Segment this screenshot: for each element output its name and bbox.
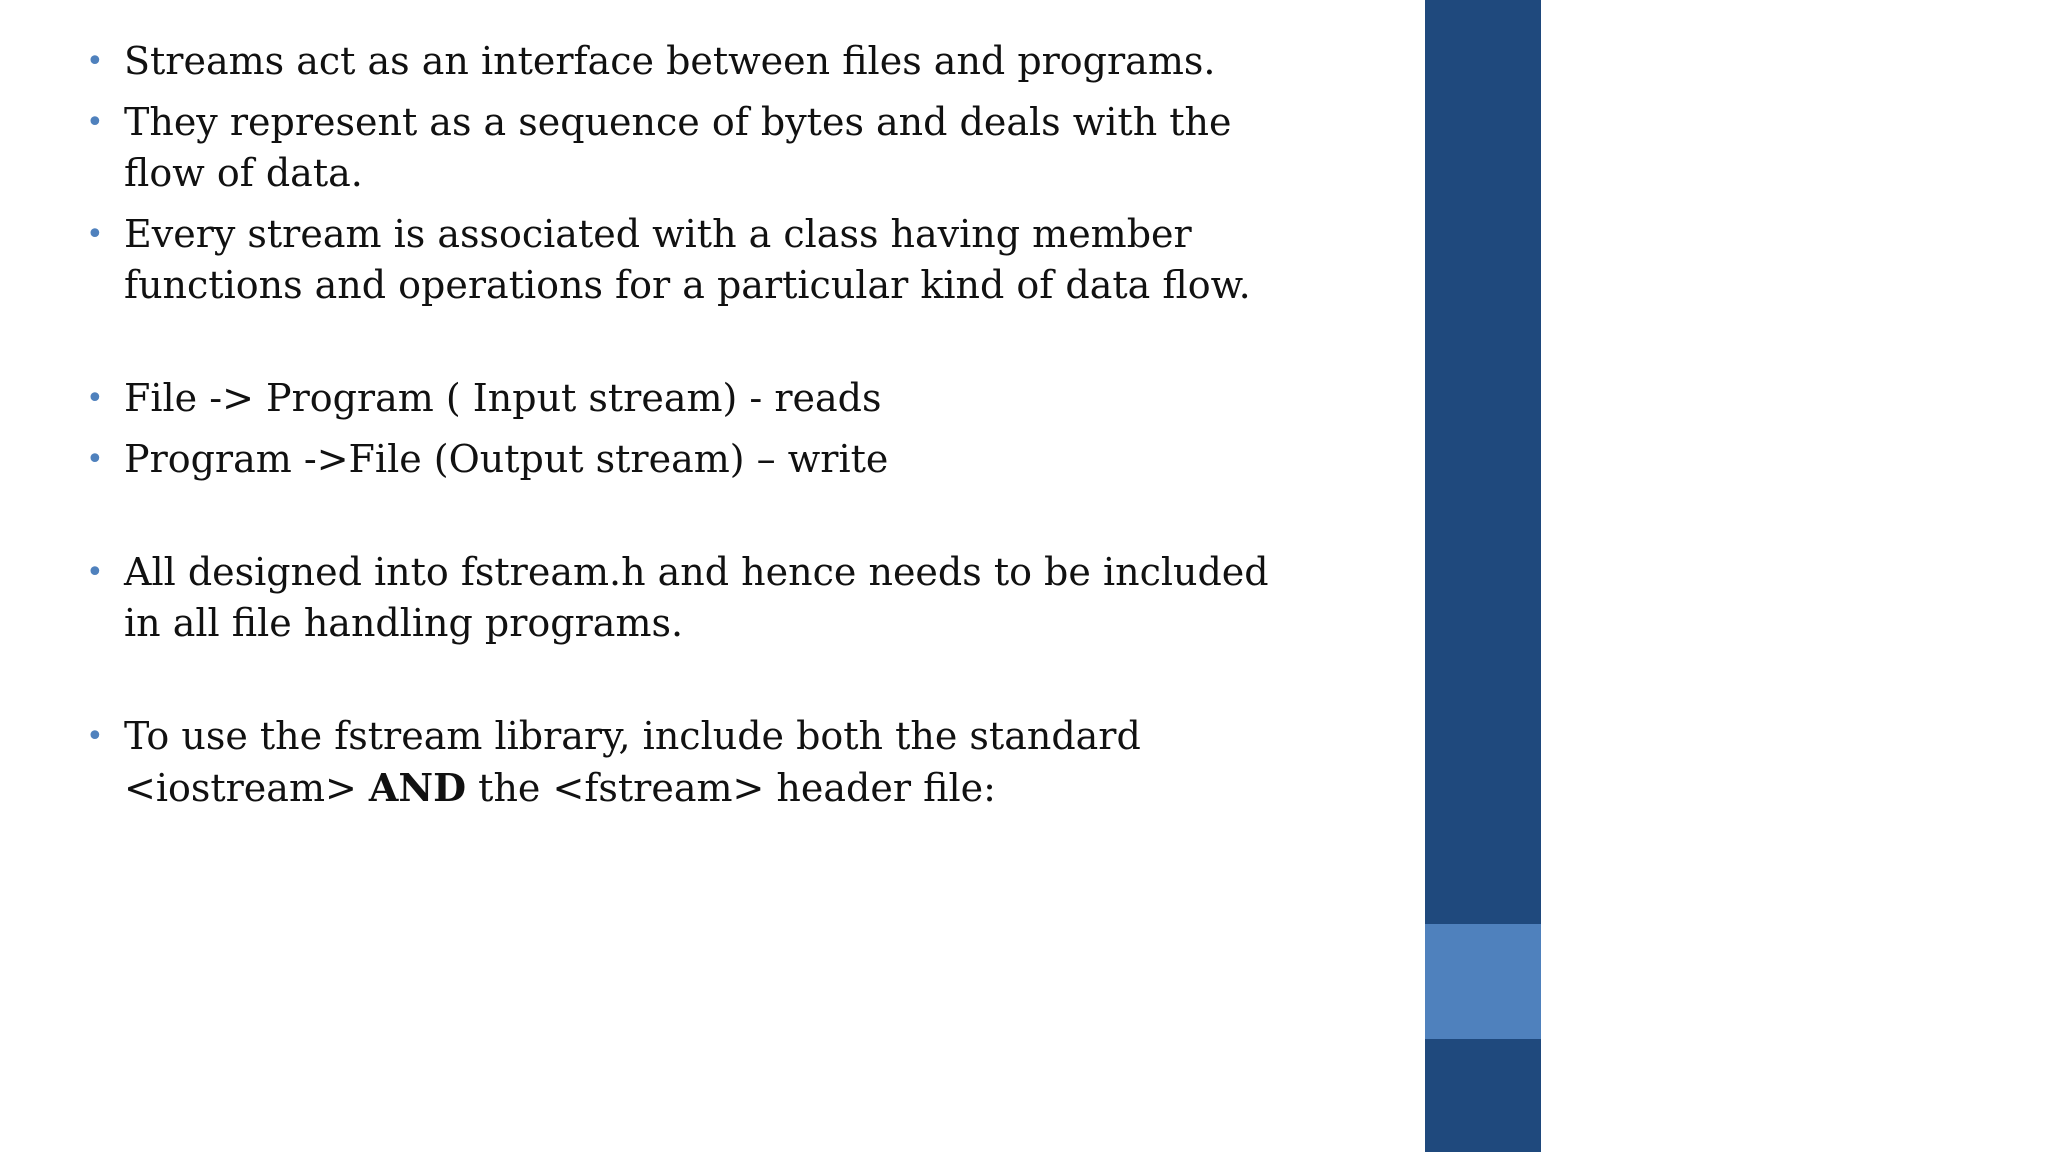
bullet-item-4 <box>84 373 1314 424</box>
bullet-dot: • <box>86 555 104 590</box>
bullet-item-2 <box>84 97 1314 199</box>
bullet-text: They represent as a sequence of bytes and deals with the flow of data. <box>124 100 1232 195</box>
accent-bar-top <box>1425 0 1541 924</box>
bullet-item-1 <box>84 36 1314 87</box>
bullet-dot: • <box>86 442 104 477</box>
bullet-item-7 <box>84 711 1314 814</box>
bullet-bold-text: AND <box>368 765 467 810</box>
bullet-text: All designed into fstream.h and hence needs to be included in all file handling programs. <box>124 550 1269 645</box>
bullet-list <box>84 36 1314 824</box>
bullet-item-6 <box>84 547 1314 649</box>
bullet-text: Every stream is associated with a class having member functions and operations for a particular kind of data flow. <box>124 212 1251 307</box>
bullet-text-after: the <fstream> header file: <box>466 766 996 810</box>
bullet-text: File -> Program ( Input stream) - reads <box>124 376 882 420</box>
bullet-text: Streams act as an interface between files and programs. <box>124 39 1216 83</box>
bullet-text: To use the fstream library, include both the standard <iostream> <box>124 714 1141 810</box>
bullet-text: Program ->File (Output stream) – write <box>124 437 889 481</box>
accent-bar-middle <box>1425 924 1541 1039</box>
bullet-dot: • <box>86 105 104 140</box>
bullet-item-5 <box>84 434 1314 485</box>
bullet-dot: • <box>86 44 104 79</box>
bullet-dot: • <box>86 217 104 252</box>
accent-bar-bottom <box>1425 1039 1541 1152</box>
bullet-dot: • <box>86 381 104 416</box>
bullet-item-3 <box>84 209 1314 311</box>
bullet-dot: • <box>86 719 104 754</box>
